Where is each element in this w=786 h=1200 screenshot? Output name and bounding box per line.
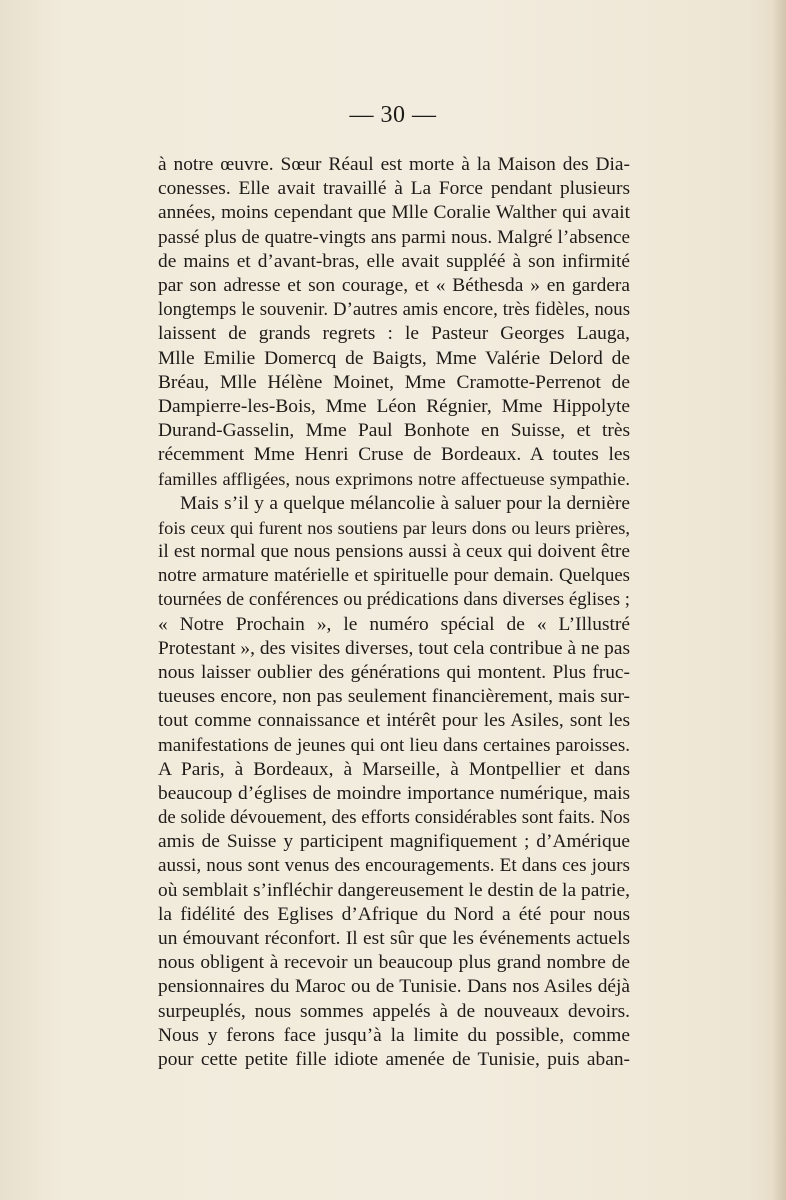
text-line: familles affligées, nous exprimons notre affectueuse sympathie.: [158, 469, 630, 490]
text-line: A Paris, à Bordeaux, à Marseille, à Montpellier et dans: [158, 758, 630, 780]
text-line: à notre œuvre. Sœur Réaul est morte à la Maison des Dia-: [158, 154, 630, 175]
text-line: Nous y ferons face jusqu’à la limite du possible, comme: [158, 1024, 630, 1046]
text-line: un émouvant réconfort. Il est sûr que les événements actuels: [158, 928, 630, 949]
text-line: récemment Mme Henri Cruse de Bordeaux. A toutes les: [158, 444, 630, 466]
text-line: par son adresse et son courage, et « Béthesda » en gardera: [158, 274, 630, 296]
text-line: tout comme connaissance et intérêt pour les Asiles, sont les: [158, 710, 630, 732]
text-line: tueuses encore, non pas seulement financièrement, mais sur-: [158, 686, 630, 708]
text-line: amis de Suisse y participent magnifiquement ; d’Amérique: [158, 831, 630, 853]
text-line: surpeuplés, nous sommes appelés à de nouveaux devoirs.: [158, 1000, 630, 1022]
text-line: tournées de conférences ou prédications dans diverses églises ;: [158, 589, 630, 611]
text-line: Protestant », des visites diverses, tout cela contribue à ne pas: [158, 637, 630, 659]
text-line: de solide dévouement, des efforts considérables sont faits. Nos: [158, 807, 630, 829]
text-line: laissent de grands regrets : le Pasteur Georges Lauga,: [158, 323, 630, 345]
text-line: beaucoup d’églises de moindre importance numérique, mais: [158, 782, 630, 804]
text-line: longtemps le souvenir. D’autres amis encore, très fidèles, nous: [158, 299, 630, 321]
text-line: où semblait s’infléchir dangereusement le destin de la patrie,: [158, 879, 630, 901]
text-line: Bréau, Mlle Hélène Moinet, Mme Cramotte-Perrenot de: [158, 371, 630, 393]
text-line: notre armature matérielle et spirituelle pour demain. Quelques: [158, 565, 630, 587]
text-line: aussi, nous sont venus des encouragements. Et dans ces jours: [158, 855, 630, 877]
text-line: Durand-Gasselin, Mme Paul Bonhote en Suisse, et très: [158, 420, 630, 442]
text-line: pour cette petite fille idiote amenée de Tunisie, puis aban-: [158, 1048, 630, 1070]
text-line: manifestations de jeunes qui ont lieu dans certaines paroisses.: [158, 734, 630, 756]
text-line: années, moins cependant que Mlle Coralie Walther qui avait: [158, 202, 630, 224]
text-line: passé plus de quatre-vingts ans parmi nous. Malgré l’absence: [158, 226, 630, 248]
text-line: Dampierre-les-Bois, Mme Léon Régnier, Mme Hippolyte: [158, 395, 630, 417]
text-line: « Notre Prochain », le numéro spécial de « L’Illustré: [158, 613, 630, 635]
text-line: nous obligent à recevoir un beaucoup plus grand nombre de: [158, 952, 630, 974]
text-line: la fidélité des Eglises d’Afrique du Nord a été pour nous: [158, 903, 630, 925]
body-text: [158, 153, 630, 1072]
text-line: pensionnaires du Maroc ou de Tunisie. Dans nos Asiles déjà: [158, 976, 630, 998]
text-line: Mlle Emilie Domercq de Baigts, Mme Valérie Delord de: [158, 347, 630, 369]
page-number: — 30 —: [349, 102, 437, 128]
text-line: de mains et d’avant-bras, elle avait suppléé à son infirmité: [158, 250, 630, 272]
text-line: conesses. Elle avait travaillé à La Force pendant plusieurs: [158, 178, 630, 200]
page-edge-shadow: [772, 0, 786, 1200]
text-line: fois ceux qui furent nos soutiens par leurs dons ou leurs prières,: [158, 517, 630, 538]
text-line: il est normal que nous pensions aussi à ceux qui doivent être: [158, 541, 630, 562]
text-line: nous laisser oublier des générations qui montent. Plus fruc-: [158, 661, 630, 683]
text-line-paragraph-start: Mais s’il y a quelque mélancolie à saluer pour la dernière: [180, 492, 630, 514]
